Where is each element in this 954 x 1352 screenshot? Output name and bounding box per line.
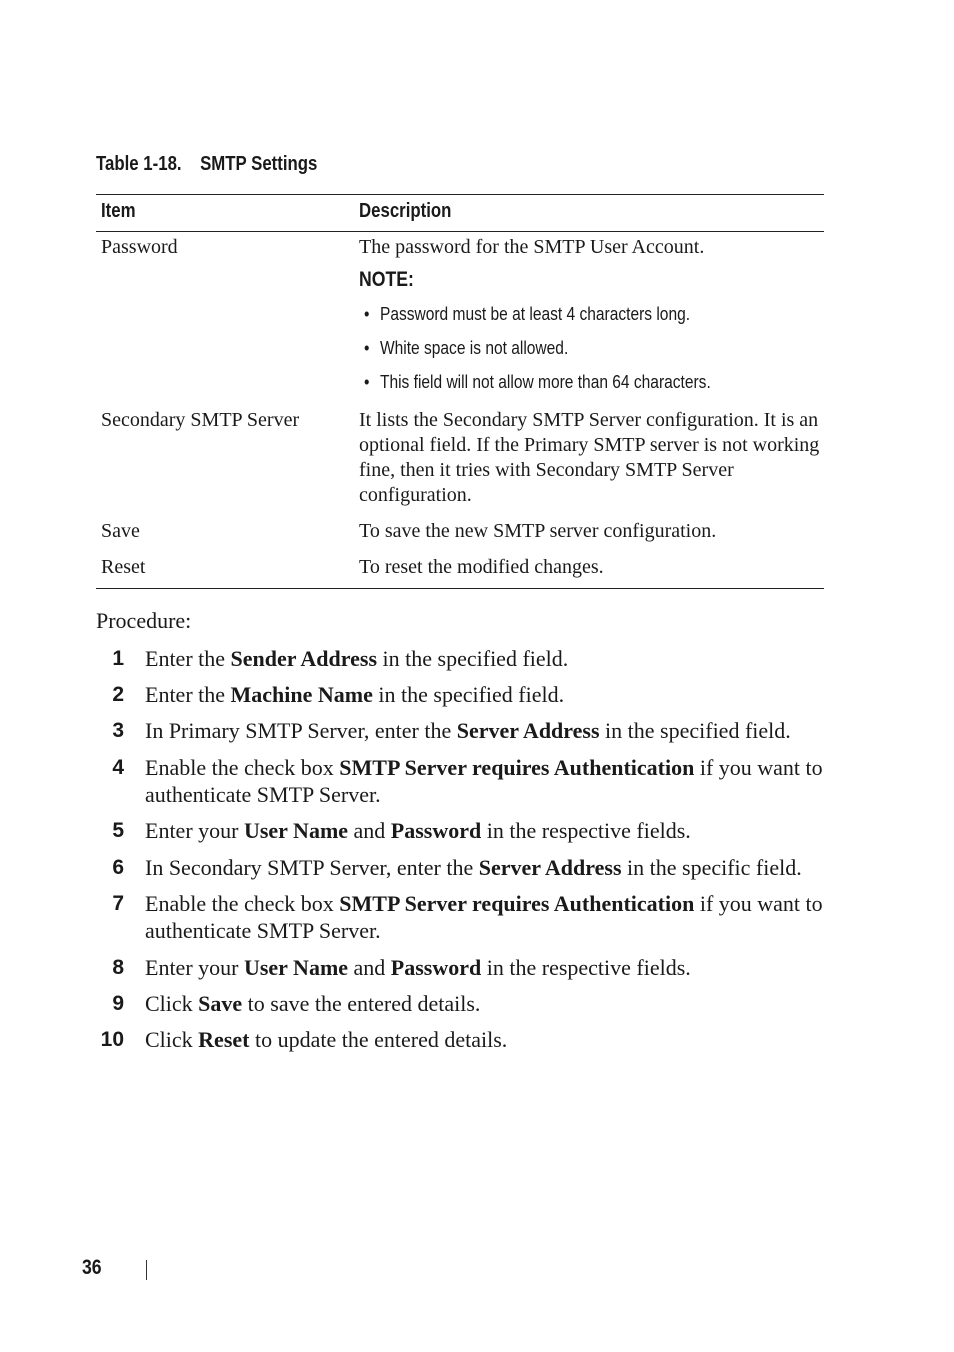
- folio-divider: [146, 1260, 147, 1280]
- note-bullet: • White space is not allowed.: [364, 337, 569, 358]
- step-text: Click Reset to update the entered details.: [145, 1027, 508, 1052]
- step-text: In Primary SMTP Server, enter the Server Address in the specified field.: [145, 718, 791, 743]
- step-text: Click Save to save the entered details.: [145, 991, 481, 1016]
- row-desc-save: To save the new SMTP server configuration.: [359, 520, 717, 542]
- step-number: 1: [112, 647, 124, 670]
- step-text: Enter your User Name and Password in the respective fields.: [145, 955, 691, 980]
- page-number: 36: [82, 1256, 102, 1279]
- note-label: NOTE:: [359, 268, 414, 291]
- step-number: 6: [112, 856, 124, 879]
- note-bullet: • This field will not allow more than 64 characters.: [364, 371, 711, 392]
- step-number: 8: [112, 956, 124, 979]
- step-number: 7: [112, 892, 124, 915]
- step-text: Enter your User Name and Password in the respective fields.: [145, 818, 691, 843]
- header-item: Item: [101, 200, 136, 222]
- note-bullet: • Password must be at least 4 characters long.: [364, 303, 691, 324]
- row-desc-secondary-smtp: It lists the Secondary SMTP Server configuration. It is an optional field. If the Primary SMTP server is not working fine, then it tries with Secondary SMTP Server configuration.: [359, 409, 820, 506]
- step-number: 9: [112, 992, 124, 1015]
- step-text: Enable the check box SMTP Server requires Authentication if you want to authenticate SMTP Server.: [145, 755, 823, 807]
- row-item-password: Password: [101, 236, 178, 258]
- header-description: Description: [359, 200, 452, 222]
- row-item-secondary-smtp: Secondary SMTP Server: [101, 409, 300, 431]
- step-number: 4: [112, 756, 124, 779]
- row-item-save: Save: [101, 520, 140, 542]
- step-text: Enter the Machine Name in the specified field.: [145, 682, 565, 707]
- smtp-settings-table: [96, 194, 824, 589]
- procedure-label: Procedure:: [96, 608, 192, 633]
- row-desc-password: The password for the SMTP User Account.: [359, 236, 705, 258]
- step-number: 10: [100, 1028, 124, 1051]
- table-caption-label: Table 1-18.: [96, 153, 182, 175]
- step-number: 2: [112, 683, 124, 706]
- table-caption-title: SMTP Settings: [200, 153, 318, 175]
- step-text: Enter the Sender Address in the specified field.: [145, 646, 569, 671]
- row-desc-reset: To reset the modified changes.: [359, 556, 604, 578]
- row-item-reset: Reset: [101, 556, 146, 578]
- step-number: 3: [112, 719, 124, 742]
- step-text: In Secondary SMTP Server, enter the Server Address in the specific field.: [145, 855, 802, 880]
- step-number: 5: [112, 819, 124, 842]
- table-caption: [96, 153, 360, 176]
- table-header-row: [96, 195, 824, 232]
- step-text: Enable the check box SMTP Server requires Authentication if you want to authenticate SMTP Server.: [145, 891, 823, 943]
